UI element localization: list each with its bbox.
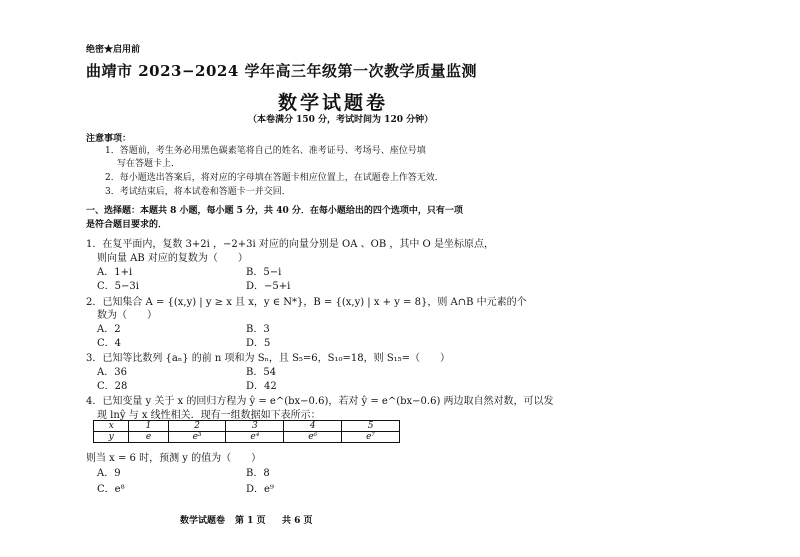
q2-option-a: A．2 <box>97 324 121 335</box>
q3-option-b: B．54 <box>246 367 277 378</box>
table-cell: 3 <box>226 421 284 432</box>
q1-option-b: B．5−i <box>246 267 282 278</box>
q4-question: 则当 x = 6 时，预测 y 的值为（ ） <box>86 453 262 464</box>
q2-stem: 2．已知集合 A = {(x,y) | y ≥ x 且 x，y ∈ N*}，B = {(x,y) | x + y = 8}，则 A∩B 中元素的个 <box>86 297 527 308</box>
exam-subtitle: （本卷满分 150 分，考试时间为 120 分钟） <box>248 115 434 125</box>
q1-option-a: A．1+i <box>97 267 133 278</box>
q3-stem: 3．已知等比数列 {aₙ} 的前 n 项和为 Sₙ，且 S₅=6，S₁₀=18，则 S₁₅=（ ） <box>86 353 451 364</box>
q3-option-d: D．42 <box>246 381 277 392</box>
table-cell: e <box>129 432 168 443</box>
q1-stem-cont: 则向量 AB 对应的复数为（ ） <box>97 253 248 264</box>
q4-option-b: B．8 <box>246 468 270 479</box>
q1-stem: 1．在复平面内，复数 3+2i ，−2+3i 对应的向量分别是 OA 、OB ，其中 O 是坐标原点， <box>86 239 494 250</box>
exam-title: 曲靖市 2023−2024 学年高三年级第一次教学质量监测 <box>86 62 478 80</box>
data-table <box>93 420 400 443</box>
table-cell: 1 <box>129 421 168 432</box>
q4-stem: 4．已知变量 y 关于 x 的回归方程为 ŷ = e^(bx−0.6)，若对 ŷ = e^(bx−0.6) 两边取自然对数，可以发 <box>86 396 554 407</box>
footer-page: 第 1 页 <box>235 516 266 526</box>
table-cell: e⁶ <box>284 432 342 443</box>
q2-stem-cont: 数为（ ） <box>97 310 157 321</box>
section-heading: 一、选择题：本题共 8 小题，每小题 5 分，共 40 分．在每小题给出的四个选项中，只有一项 <box>86 206 463 216</box>
table-cell: e⁷ <box>342 432 400 443</box>
q4-option-c: C．e⁸ <box>97 484 125 495</box>
q1-option-c: C．5−3i <box>97 281 139 292</box>
table-cell: y <box>94 432 129 443</box>
q1-option-d: D．−5+i <box>246 281 291 292</box>
section-heading-cont: 是符合题目要求的． <box>86 220 168 230</box>
secret-label: 绝密★启用前 <box>86 45 141 55</box>
note-item: 2．每小题选出答案后，将对应的字母填在答题卡相应位置上，在试题卷上作答无效． <box>105 173 444 183</box>
q4-option-d: D．e⁹ <box>246 484 274 495</box>
footer-name: 数学试题卷 <box>180 516 226 526</box>
q2-option-d: D．5 <box>246 338 271 349</box>
table-row <box>94 421 400 432</box>
q2-option-b: B．3 <box>246 324 270 335</box>
table-row <box>94 432 400 443</box>
note-item: 1．答题前，考生务必用黑色碳素笔将自己的姓名、准考证号、考场号、座位号填 <box>105 146 426 156</box>
notes-heading: 注意事项： <box>86 134 132 144</box>
footer-total: 共 6 页 <box>282 516 313 526</box>
table-cell: e³ <box>168 432 226 443</box>
note-item: 写在答题卡上． <box>117 159 181 169</box>
table-cell: x <box>94 421 129 432</box>
note-item: 3．考试结束后，将本试卷和答题卡一并交回． <box>105 187 291 197</box>
table-cell: 4 <box>284 421 342 432</box>
table-cell: 5 <box>342 421 400 432</box>
q3-option-c: C．28 <box>97 381 128 392</box>
table-cell: e⁴ <box>226 432 284 443</box>
q2-option-c: C．4 <box>97 338 122 349</box>
subject-title: 数学试题卷 <box>278 92 389 114</box>
table-cell: 2 <box>168 421 226 432</box>
q3-option-a: A．36 <box>97 367 127 378</box>
q4-stem-cont: 现 lnŷ 与 x 线性相关．现有一组数据如下表所示： <box>97 410 321 421</box>
q4-option-a: A．9 <box>97 468 121 479</box>
